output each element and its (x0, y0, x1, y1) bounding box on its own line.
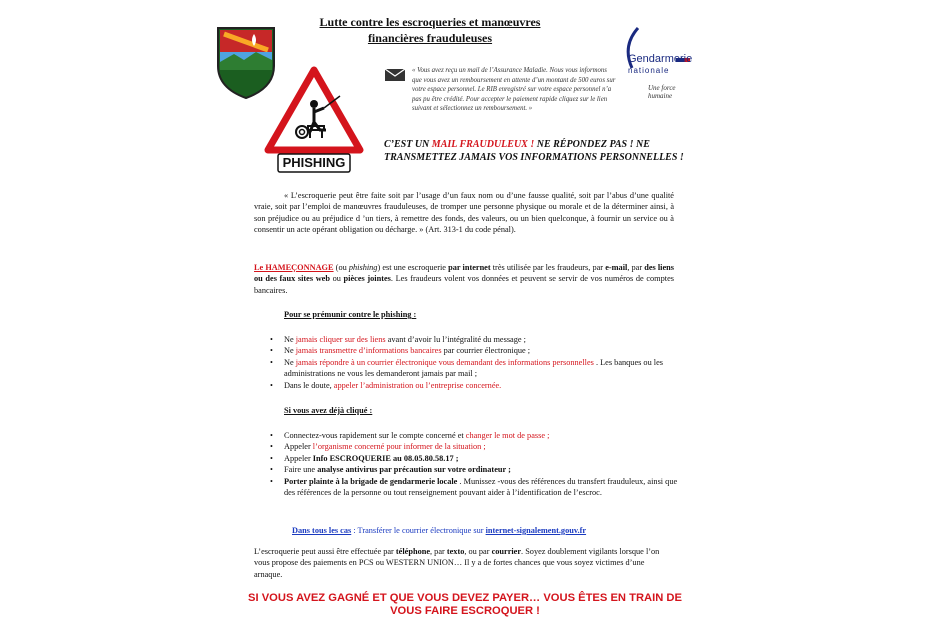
gendarmerie-name: Gendarmerie (628, 53, 693, 65)
list-item: • Faire une analyse antivirus par précaution sur votre ordinateur ; (270, 464, 680, 475)
fraud-alert: C’EST UN MAIL FRAUDULEUX ! NE RÉPONDEZ PAS ! NE TRANSMETTEZ JAMAIS VOS INFORMATIONS PERSONNELLES ! (384, 139, 684, 163)
fraud-email-quote: « Vous avez reçu un mail de l’Assurance Maladie. Nous vous informons que vous avez un remboursement en attente d’un montant de 500 euros sur votre espace personnel. Le RIB enregistré sur votre espace personnel n’a pas pu être crédité. Pour accepter le paiement rapide cliquez sur le lien suivant et sélectionnez un remboursement. » (412, 67, 616, 113)
phishing-warning-sign (264, 66, 364, 174)
document-title: Lutte contre les escroqueries et manœuvres financières frauduleuses (319, 15, 541, 45)
list-item: • Ne jamais cliquer sur des liens avant d’avoir lu l’intégralité du message ; (270, 334, 680, 345)
phishing-sign-label: PHISHING (282, 155, 346, 170)
phishing-definition: Le HAMEÇONNAGE (ou phishing) est une escroquerie par internet très utilisée par les fraudeurs, par e-mail, par des liens ou des faux sites web ou pièces jointes. Les fraudeurs volent vos données et peuvent se servir de vos numéros de comptes bancaires. (254, 263, 674, 295)
list-item: • Appeler l’organisme concerné pour informer de la situation ; (270, 441, 680, 452)
gendarmerie-motto: Une force humaine (648, 84, 676, 100)
envelope-icon (384, 68, 406, 82)
list-item: • Porter plainte à la brigade de gendarmerie locale . Munissez -vous des références du transfert frauduleux, ainsi que des références de la personne ou tout renseignement pouvant aider à l’identification de l’escroc. (270, 476, 680, 499)
final-warning: SI VOUS AVEZ GAGNÉ ET QUE VOUS DEVEZ PAYER… VOUS ÊTES EN TRAIN DE VOUS FAIRE ESCROQUER ! (248, 592, 682, 617)
gendarmerie-sub: nationale (628, 66, 670, 75)
list-item: • Ne jamais répondre à un courrier électronique vous demandant des informations personnelles . Les banques ou les administrations ne vous les demanderont jamais par mail ; (270, 357, 680, 380)
legal-definition: « L’escroquerie peut être faite soit par l’usage d’un faux nom ou d’une fausse qualité, soit par l’abus d’une qualité vraie, soit par l’emploi de manœuvres frauduleuses, de tromper une personne physique ou morale et de la déterminer ainsi, à son préjudice ou au préjudice d ’un tiers, à remettre des fonds, des valeurs, ou un bien quelconque, à fournir un service ou à consentir un acte opérant obligation ou décharge. » (Art. 313-1 du code pénal). (254, 191, 674, 235)
clicked-heading: Si vous avez déjà cliqué : (284, 406, 373, 415)
list-item: • Dans le doute, appeler l’administration ou l’entreprise concernée. (270, 380, 680, 391)
list-item: • Appeler Info ESCROQUERIE au 08.05.80.58.17 ; (270, 453, 680, 464)
other-channels-paragraph: L’escroquerie peut aussi être effectuée par téléphone, par texto, ou par courrier. Soyez doublement vigilants lorsque l’on vous propose des paiements en PCS ou WESTERN UNION… Il y a de fortes chances que vous soyez victimes d’une arnaque. (254, 547, 660, 579)
signalement-link[interactable]: internet-signalement.gouv.fr (485, 526, 587, 535)
list-item: • Connectez-vous rapidement sur le compte concerné et changer le mot de passe ; (270, 430, 680, 441)
clicked-list (270, 430, 680, 498)
list-item: • Ne jamais transmettre d’informations bancaires par courrier électronique ; (270, 345, 680, 356)
gendarmerie-logo (620, 24, 700, 100)
all-cases-line: Dans tous les cas : Transférer le courrier électronique sur internet-signalement.gouv.fr (292, 526, 587, 535)
protect-list (270, 334, 680, 391)
protect-heading: Pour se prémunir contre le phishing : (284, 310, 417, 319)
